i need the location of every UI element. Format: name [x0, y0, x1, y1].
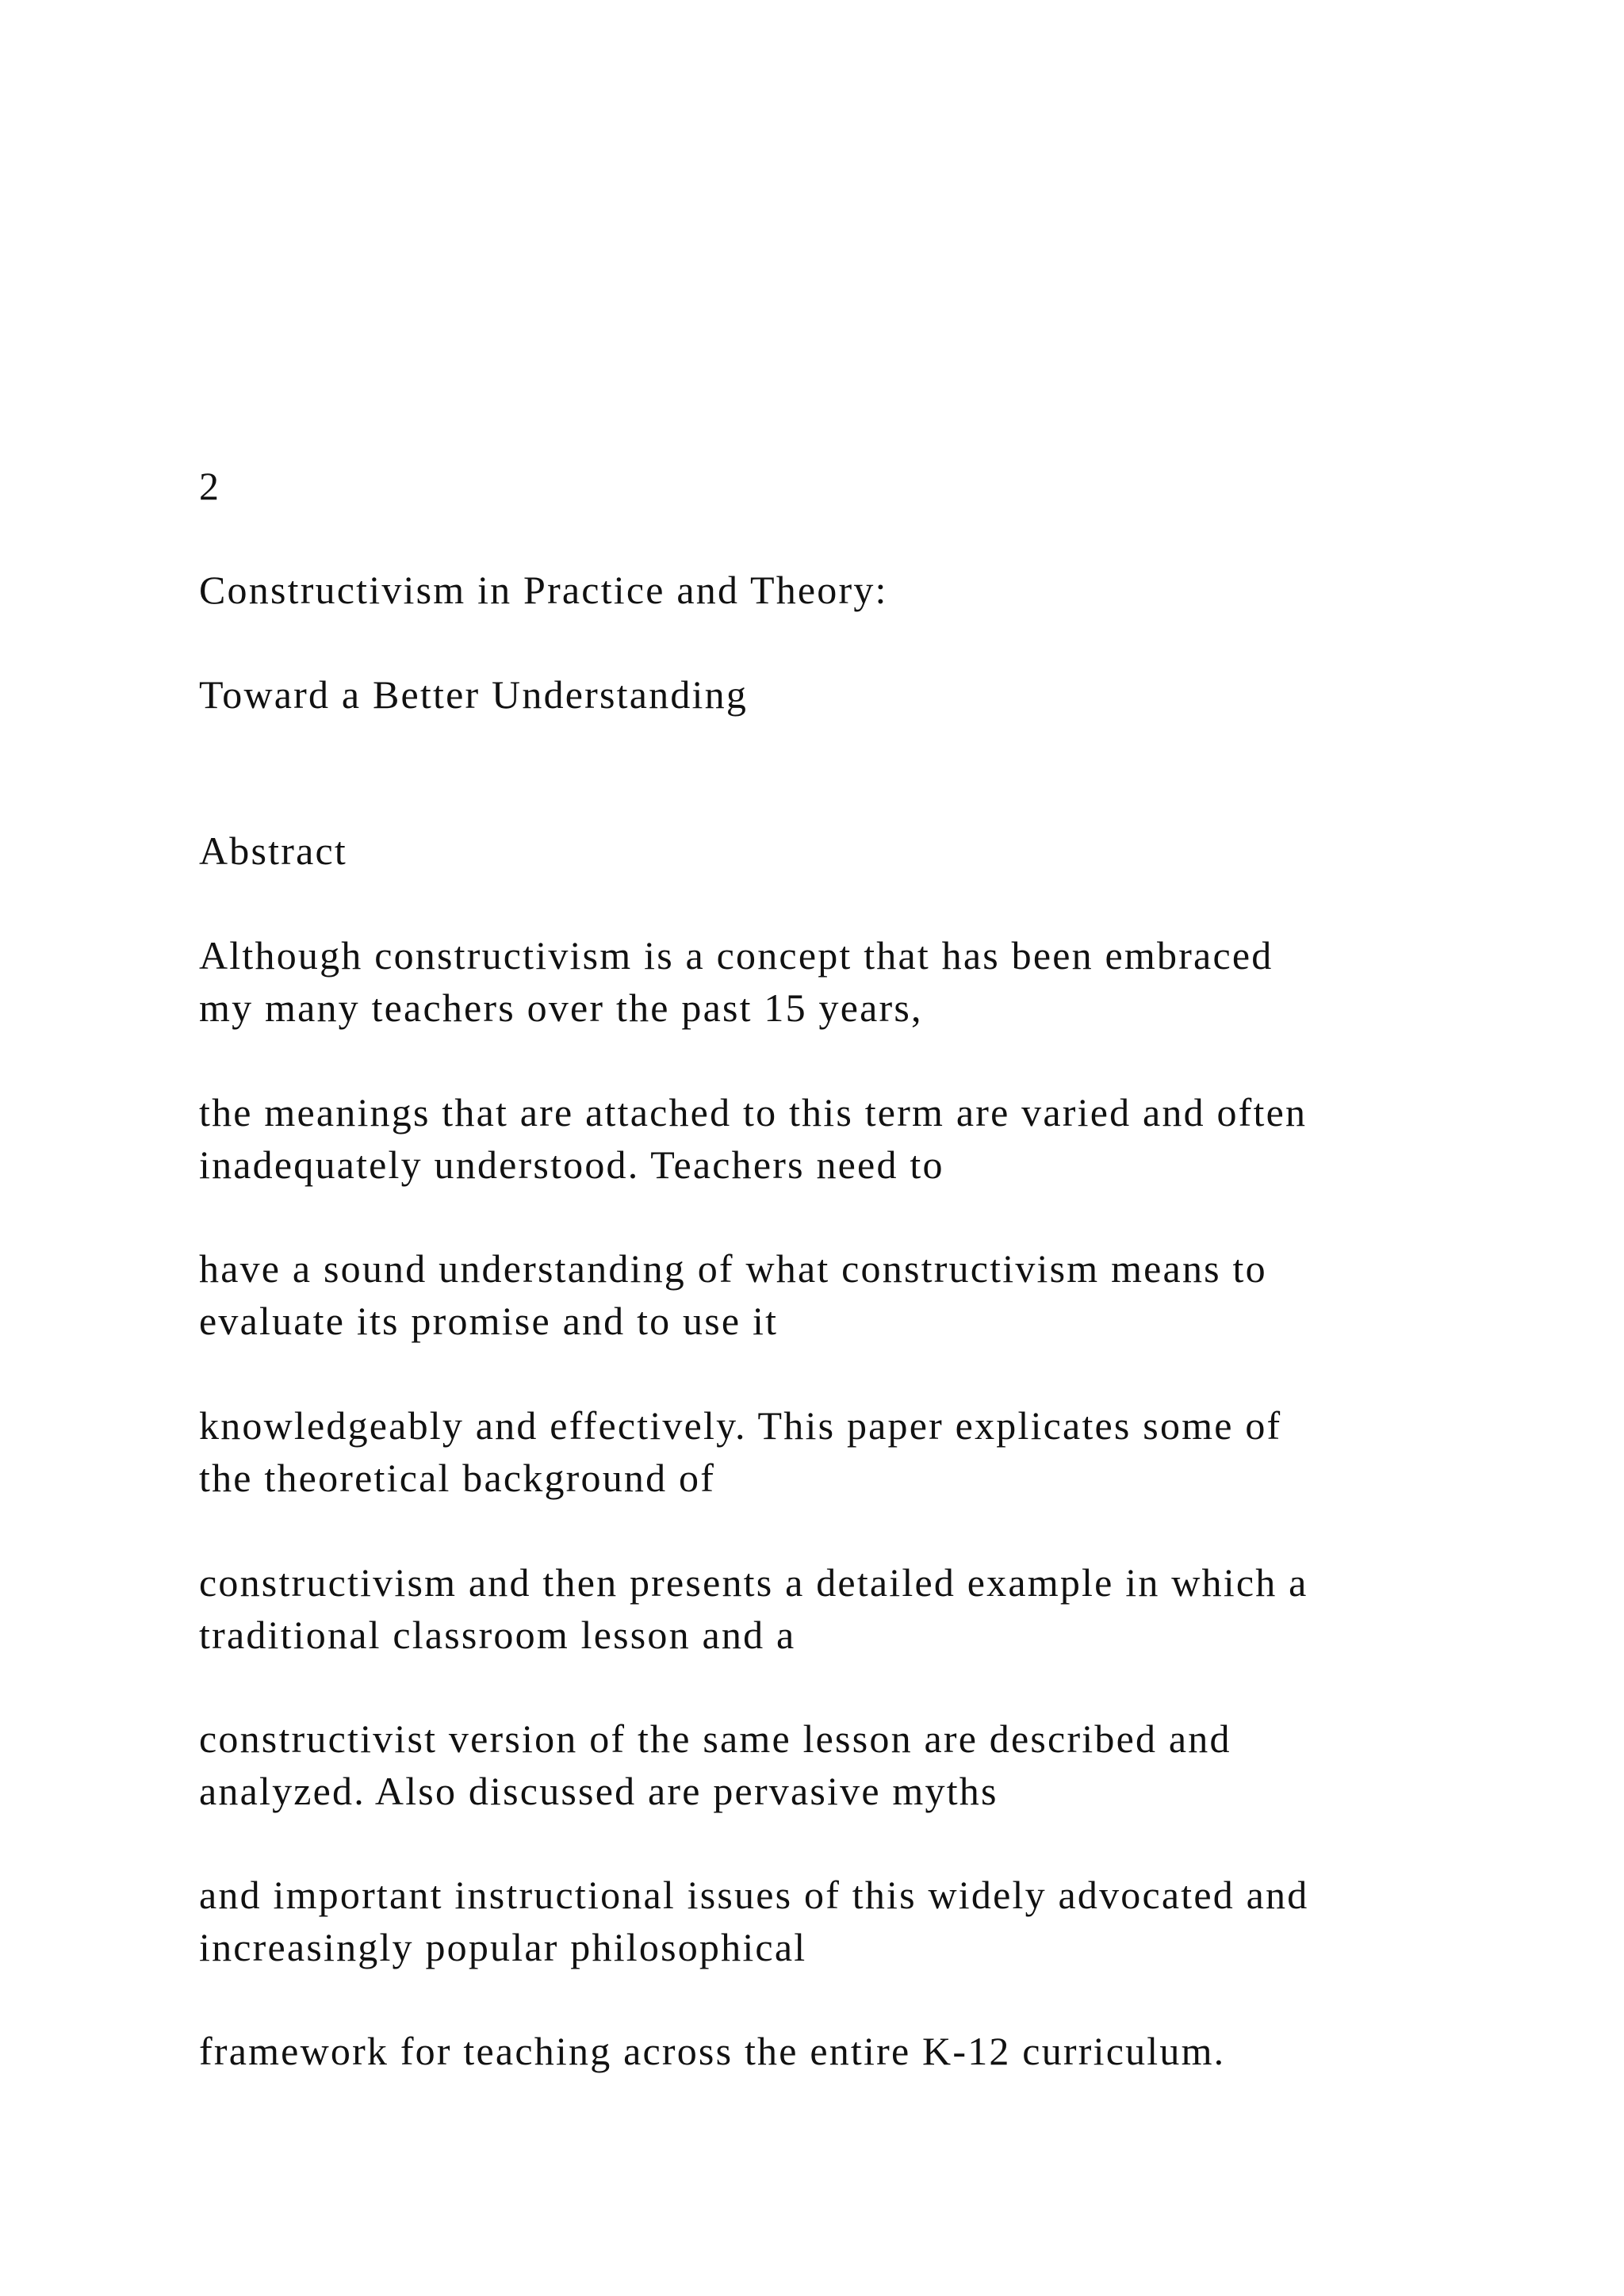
abstract-heading: Abstract — [199, 828, 347, 873]
abstract-line: traditional classroom lesson and a — [199, 1613, 796, 1657]
abstract-line: Although constructivism is a concept that has been embraced — [199, 933, 1274, 978]
abstract-line: constructivist version of the same lesson are described and — [199, 1716, 1231, 1761]
page-number: 2 — [199, 464, 221, 508]
abstract-line: have a sound understanding of what constructivism means to — [199, 1246, 1267, 1291]
abstract-line: analyzed. Also discussed are pervasive myths — [199, 1769, 998, 1813]
abstract-line: inadequately understood. Teachers need to — [199, 1142, 944, 1187]
title-line-1: Constructivism in Practice and Theory: — [199, 568, 888, 612]
abstract-line: framework for teaching across the entire K-12 curriculum. — [199, 2029, 1226, 2073]
abstract-line: and important instructional issues of this widely advocated and — [199, 1873, 1309, 1917]
title-line-2: Toward a Better Understanding — [199, 672, 749, 717]
abstract-line: increasingly popular philosophical — [199, 1925, 807, 1969]
abstract-line: my many teachers over the past 15 years, — [199, 985, 923, 1030]
abstract-line: constructivism and then presents a detailed example in which a — [199, 1560, 1308, 1605]
abstract-line: the meanings that are attached to this term are varied and often — [199, 1090, 1308, 1135]
abstract-line: the theoretical background of — [199, 1456, 716, 1500]
abstract-line: evaluate its promise and to use it — [199, 1299, 779, 1343]
abstract-line: knowledgeably and effectively. This paper explicates some of — [199, 1403, 1282, 1448]
